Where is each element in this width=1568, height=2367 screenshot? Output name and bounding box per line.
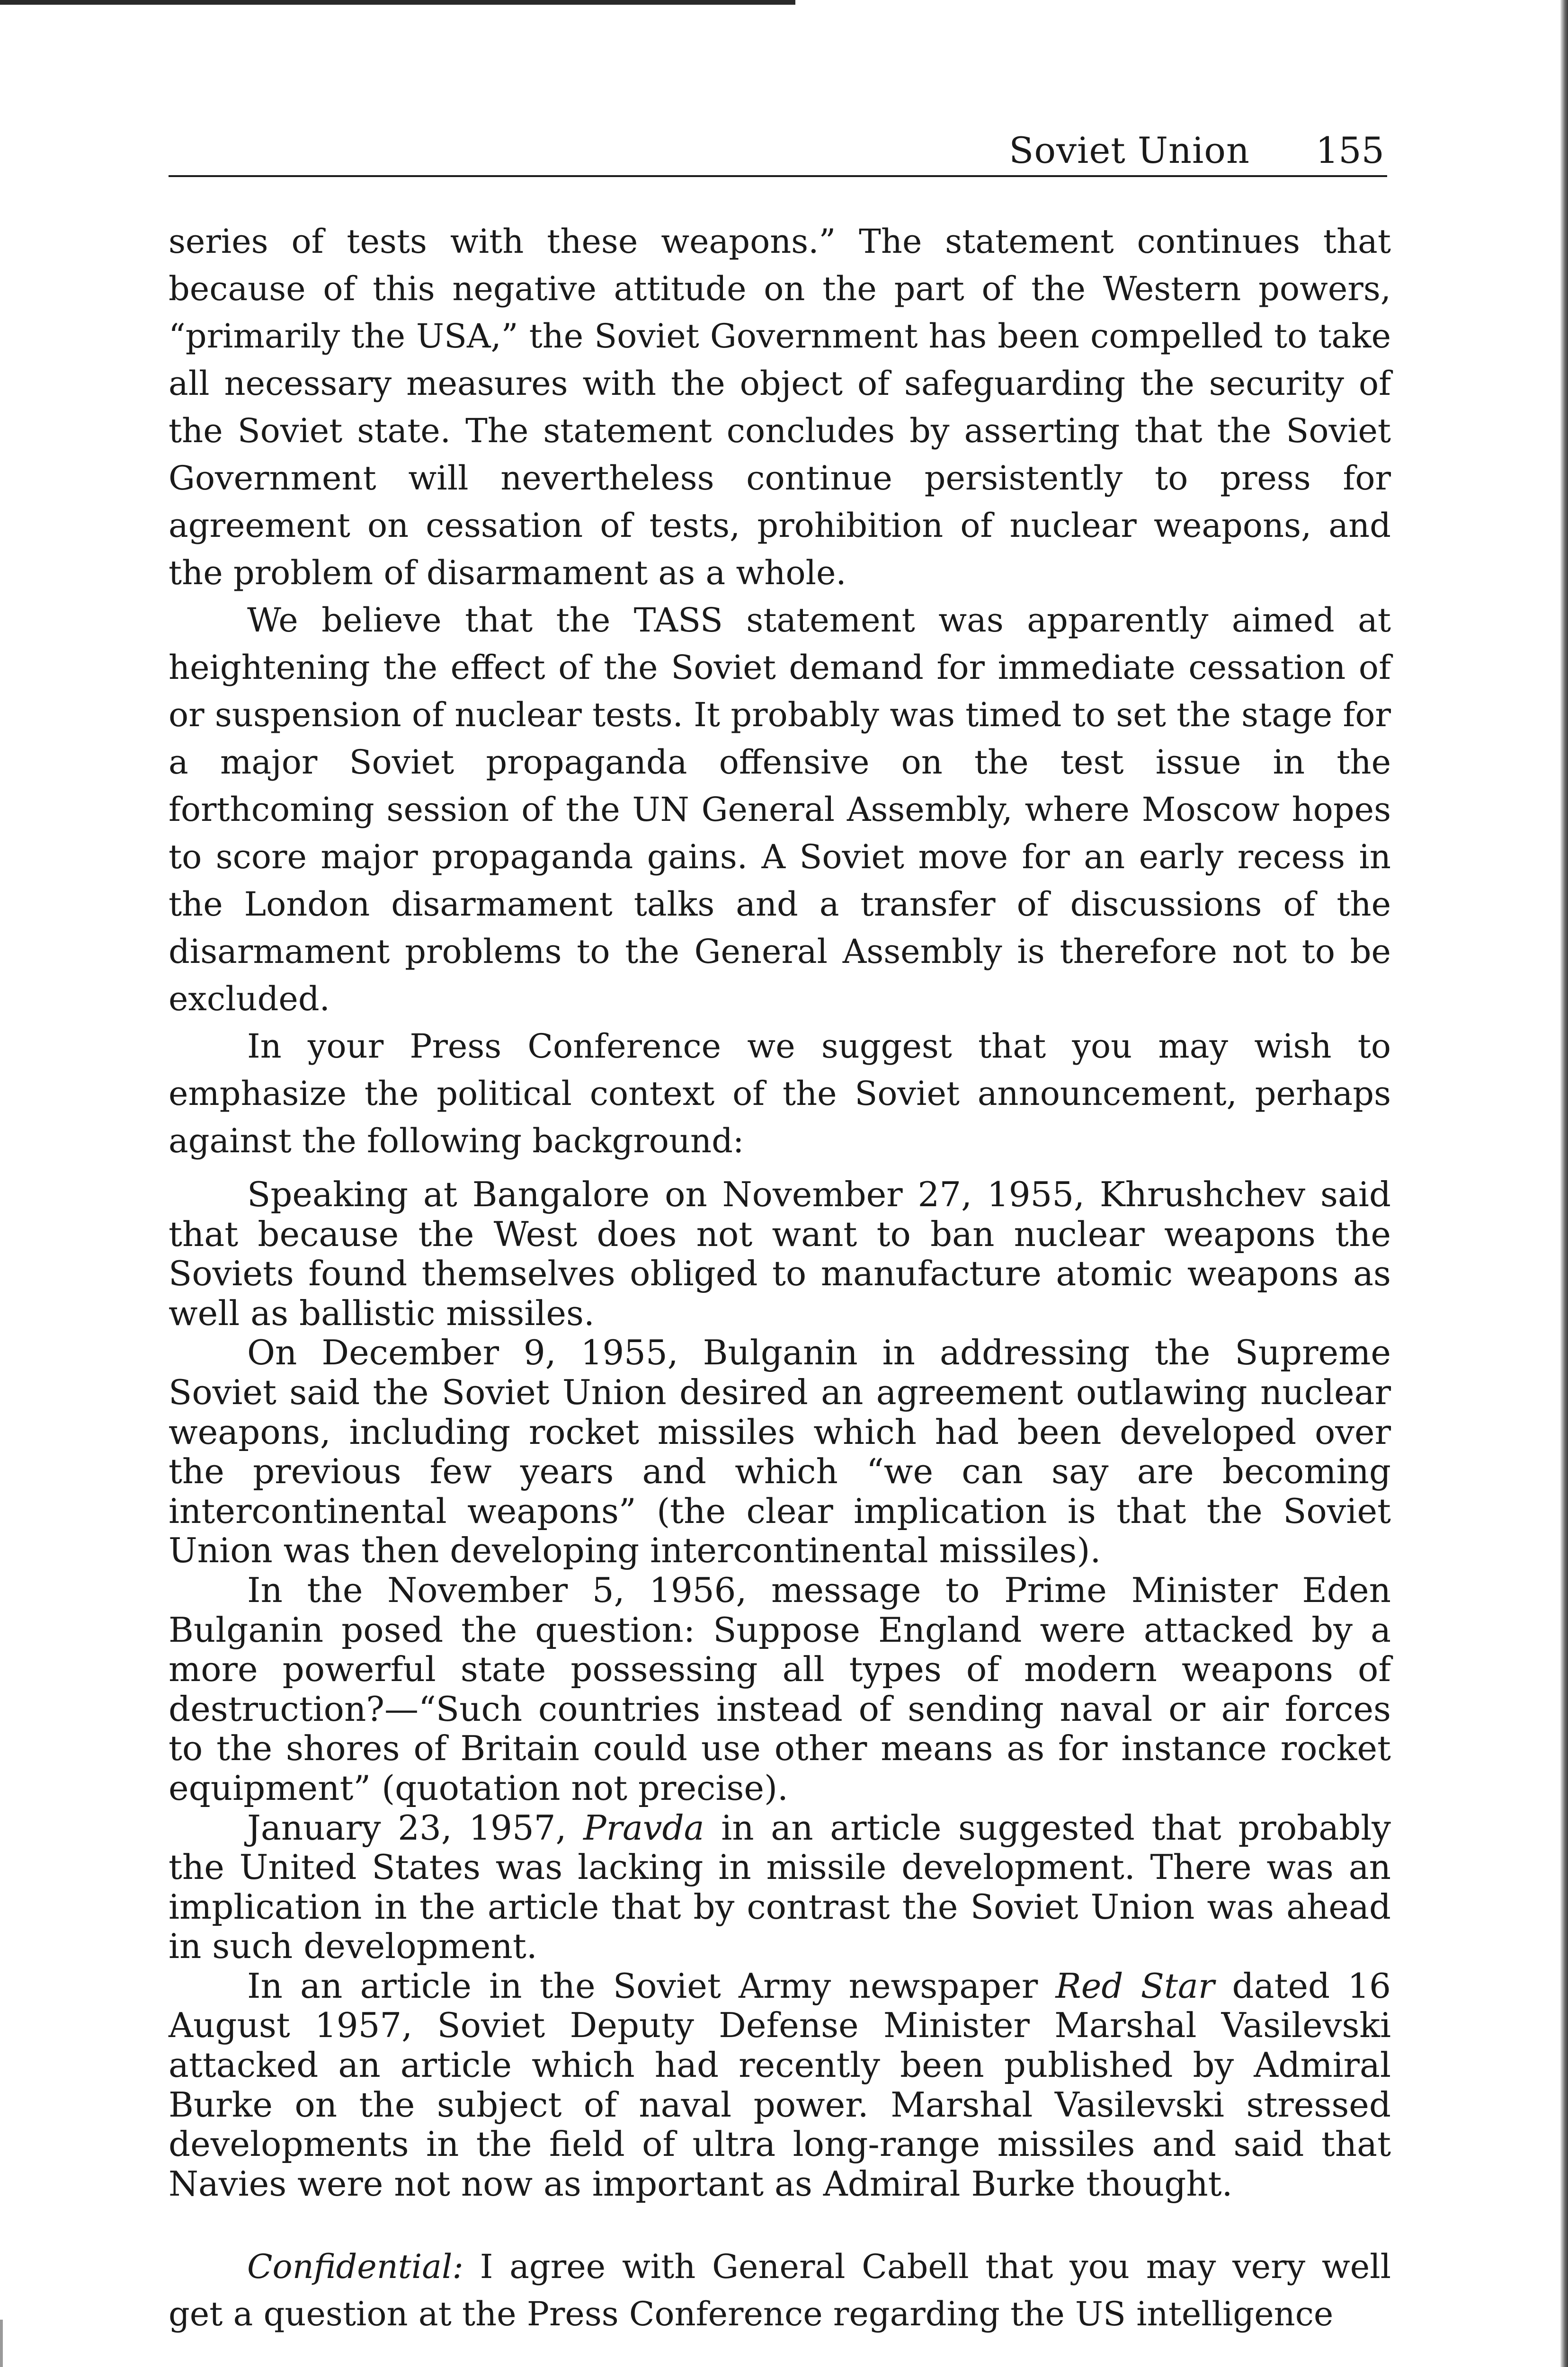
quote-text: dated 16 August 1957, Soviet Deputy Defense Minister Marshal Vasilevski attacked an article which had recently been published by Admiral Burke on the subject of naval power. Marshal Vasilevski stressed developments in the field of ultra long-range missiles and said that Navies were not now as important as Admiral Burke thought.: [169, 1966, 1391, 2204]
quote-text: in an article suggested that probably the United States was lacking in missile development. There was an implication in the article that by contrast the Soviet Union was ahead in such development.: [169, 1807, 1391, 1967]
scan-edge-top: [0, 0, 795, 5]
paragraph: We believe that the TASS statement was apparently aimed at heightening the effect of the Soviet demand for immediate cessation of or suspension of nuclear tests. It probably was timed to set the stage for a major Soviet propaganda offensive on the test issue in the forthcoming session of the UN General Assembly, where Moscow hopes to score major propaganda gains. A Soviet move for an early recess in the London disarmament talks and a transfer of discussions of the disarmament problems to the General Assembly is therefore not to be excluded.: [169, 601, 1391, 1018]
quote-paragraph: [169, 1808, 1391, 1967]
quote-paragraph: In the November 5, 1956, message to Prime Minister Eden Bulganin posed the question: Suppose England were attacked by a more powerful state possessing all types of modern weapons of destruction?—“Such countries instead of sending naval or air forces to the shores of Britain could use other means as for instance rocket equipment” (quotation not precise).: [169, 1570, 1391, 1808]
paragraph: series of tests with these weapons.” The statement continues that because of this negative attitude on the part of the Western powers, “primarily the USA,” the Soviet Government has been compelled to take all necessary measures with the object of safeguarding the security of the Soviet state. The statement concludes by asserting that the Soviet Government will nevertheless continue persistently to press for agreement on cessation of tests, prohibition of nuclear weapons, and the problem of disarmament as a whole.: [169, 222, 1391, 592]
scan-edge-left: [0, 2320, 3, 2367]
confidential-text: I agree with General Cabell that you may very well get a question at the Press Conference regarding the US intelligence: [169, 2247, 1391, 2333]
paragraph: In your Press Conference we suggest that you may wish to emphasize the political context of the Soviet announcement, perhaps against the following background:: [169, 1027, 1391, 1160]
quote-paragraph: On December 9, 1955, Bulganin in addressing the Supreme Soviet said the Soviet Union desired an agreement outlawing nuclear weapons, including rocket missiles which had been developed over the previous few years and which “we can say are becoming intercontinental weapons” (the clear implication is that the Soviet Union was then developing intercontinental missiles).: [169, 1333, 1391, 1571]
paragraph: [169, 2243, 1391, 2338]
quote-paragraph: Speaking at Bangalore on November 27, 1955, Khrushchev said that because the West does not want to ban nuclear weapons the Soviets found themselves obliged to manufacture atomic weapons as well as ballistic missiles.: [169, 1175, 1391, 1333]
main-text: [169, 218, 1391, 1165]
quote-text: In an article in the Soviet Army newspaper: [247, 1966, 1056, 2006]
confidential-note: [169, 2243, 1391, 2338]
running-head-title: Soviet Union: [1009, 129, 1250, 171]
newspaper-title-pravda: Pravda: [583, 1807, 704, 1848]
background-quote-block: [169, 1175, 1391, 2204]
scan-edge-right: [1560, 0, 1568, 2367]
quote-text: January 23, 1957,: [247, 1807, 584, 1848]
page-number: 155: [1315, 129, 1384, 171]
newspaper-title-red-star: Red Star: [1055, 1966, 1215, 2006]
quote-paragraph: [169, 1967, 1391, 2204]
running-head: [169, 127, 1387, 177]
confidential-label: Confidential:: [247, 2247, 464, 2286]
